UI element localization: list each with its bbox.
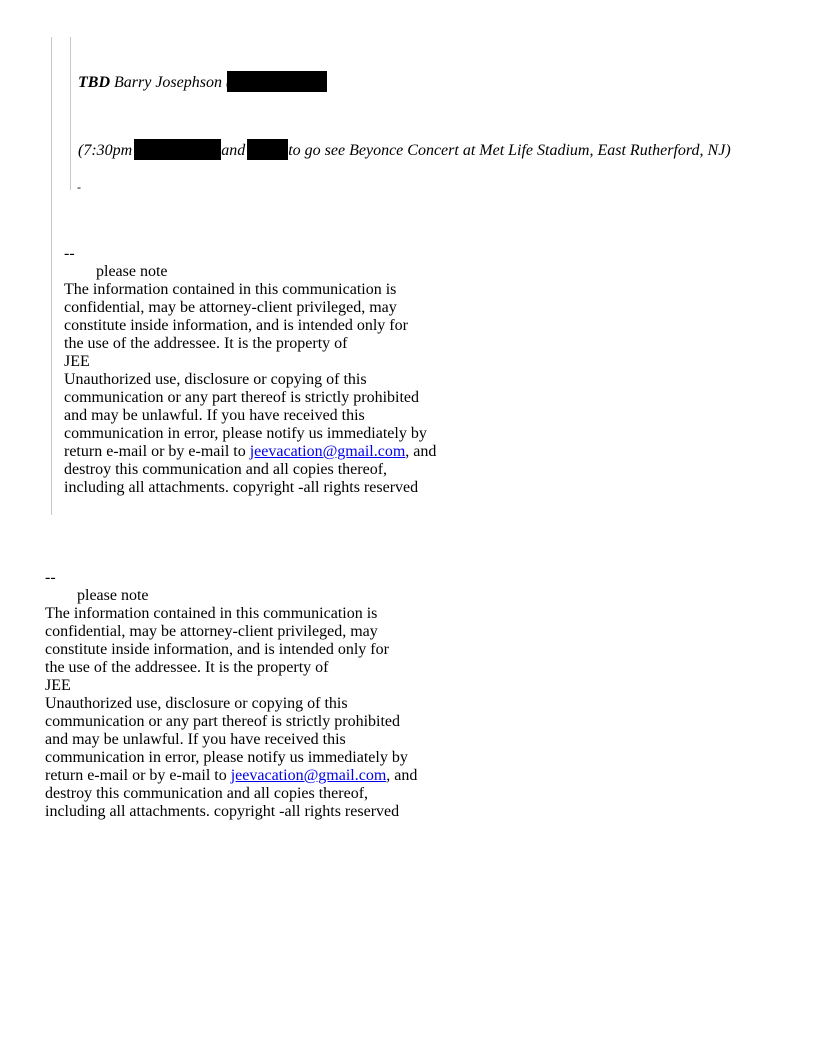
disclaimer-line: constitute inside information, and is intended only for [64,317,408,334]
event-line [78,139,731,160]
tbd-line [78,71,327,92]
disclaimer-line: The information contained in this communication is [64,281,397,298]
disclaimer-email-line [64,443,436,461]
email-prefix: return e-mail or by e-mail to [45,767,227,784]
disclaimer-line: Unauthorized use, disclosure or copying of this [64,371,367,388]
redaction-block [134,139,221,160]
disclaimer-email-line [45,767,417,785]
disclaimer-line: destroy this communication and all copies thereof, [64,461,388,478]
tbd-label: TBD [78,74,110,91]
disclaimer-line: the use of the addressee. It is the property of [45,659,329,676]
event-and: and [221,142,246,159]
disclaimer-line: confidential, may be attorney-client privileged, may [45,623,378,640]
disclaimer-line: communication or any part thereof is strictly prohibited [45,713,401,730]
disclaimer-line: Unauthorized use, disclosure or copying of this [45,695,348,712]
redaction-block [247,139,288,160]
disclaimer-owner: JEE [64,353,90,370]
please-note: please note [96,263,168,280]
redaction-block [227,71,327,92]
disclaimer-line: and may be unlawful. If you have received this [45,731,346,748]
email-suffix: , and [405,443,437,460]
quoted-disclaimer [64,245,436,497]
email-link[interactable]: jeevacation@gmail.com [230,767,387,784]
disclaimer-line: the use of the addressee. It is the property of [64,335,348,352]
tbd-name: Barry Josephson [114,74,222,91]
disclaimer-line: communication in error, please notify us immediately by [64,425,427,442]
disclaimer-line: and may be unlawful. If you have received this [64,407,365,424]
please-note: please note [77,587,149,604]
inner-quote-bar [70,37,71,190]
disclaimer-owner: JEE [45,677,71,694]
disclaimer-line: confidential, may be attorney-client privileged, may [64,299,397,316]
email-prefix: return e-mail or by e-mail to [64,443,246,460]
disclaimer-line: destroy this communication and all copies thereof, [45,785,369,802]
email-suffix: , and [386,767,418,784]
disclaimer-line: including all attachments. copyright -all rights reserved [45,803,400,820]
signature-separator: -- [64,245,75,262]
disclaimer-line: communication in error, please notify us immediately by [45,749,408,766]
disclaimer-line: The information contained in this communication is [45,605,378,622]
disclaimer-line: communication or any part thereof is strictly prohibited [64,389,420,406]
disclaimer-line: including all attachments. copyright -all rights reserved [64,479,419,496]
event-description: to go see Beyonce Concert at Met Life Stadium, East Rutherford, NJ) [288,142,731,159]
disclaimer-line: constitute inside information, and is intended only for [45,641,389,658]
signature-separator: -- [45,569,56,586]
quote-dash: - [77,180,81,194]
email-link[interactable]: jeevacation@gmail.com [249,443,406,460]
outer-disclaimer [45,569,417,821]
outer-quote-bar [51,37,52,515]
event-time: (7:30pm [78,142,133,159]
